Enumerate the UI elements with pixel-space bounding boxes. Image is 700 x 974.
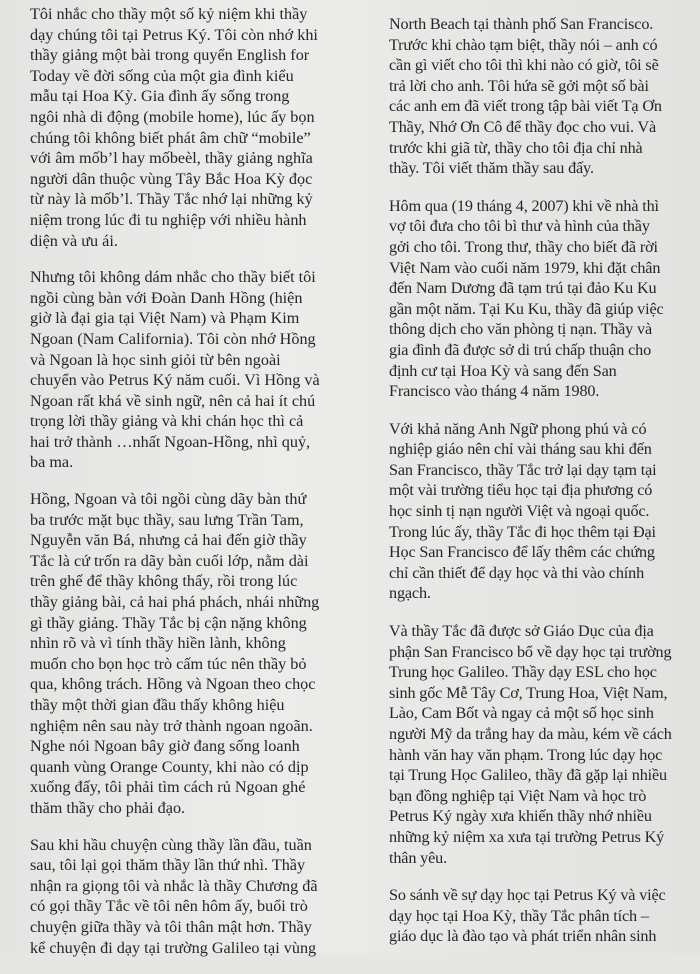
text-line: ngôi nhà di động (mobile home), lúc ấy bọn (30, 107, 315, 126)
text-line: nghiệm nên sau này trở thành ngoan ngoãn. (30, 716, 313, 735)
text-line: các anh em đã viết trong tập bài viết Tạ Ơn (389, 97, 662, 116)
text-line: quanh vùng Orange County, khi nào có dịp (30, 757, 309, 776)
text-line: trọng lời thầy giảng và khi chán học thì cả (30, 412, 304, 431)
text-line: Nguyễn văn Bá, nhưng cả hai đến giờ thầy (30, 531, 307, 550)
text-line: Thầy, Nhớ Ơn Cô để thầy đọc cho vui. Và (389, 117, 657, 136)
text-line: Với khả năng Anh Ngữ phong phú và có (389, 419, 647, 438)
text-line: chuyện giữa thầy và tôi thân mật hơn. Thầy (30, 917, 312, 936)
text-line: mẫu tại Hoa Kỳ. Gia đình ấy sống trong (30, 87, 290, 106)
text-line: Và thầy Tắc đã được sở Giáo Dục của địa (389, 622, 654, 641)
paragraph (389, 196, 694, 402)
text-line: dạy học tại Hoa Kỳ, thầy Tắc phân tích – (389, 906, 649, 925)
text-line: Tôi nhắc cho thầy một số kỷ niệm khi thầy (30, 5, 308, 23)
text-line: niệm trong lúc đi tu nghiệp với nhiều hành (30, 210, 307, 229)
text-line: Today về đời sống của một gia đình kiểu (30, 66, 294, 85)
text-line: thông dịch cho văn phòng tị nạn. Thầy và (389, 320, 652, 339)
text-line: trên ghế để thầy không thấy, rồi trong lúc (30, 572, 298, 591)
text-line: người dân thuộc vùng Tây Bắc Hoa Kỳ đọc (30, 169, 313, 188)
text-line: giáo dục là đào tạo và phát triển nhân sinh (389, 927, 657, 946)
text-line: Học San Francisco để lấy thêm các chứng (389, 543, 655, 562)
paragraph (389, 419, 694, 604)
text-line: Hôm qua (19 tháng 4, 2007) khi về nhà thì (389, 196, 659, 215)
text-line: muốn cho bọn học trò cấm túc nên thầy bỏ (30, 654, 307, 673)
paragraph (30, 4, 365, 251)
paragraph (389, 885, 694, 947)
text-line: từ này là mốb’l. Thầy Tắc nhớ lại những kỷ (30, 190, 313, 209)
text-line: ba trước mặt bục thầy, sau lưng Trần Tam, (30, 510, 304, 529)
paragraph (30, 835, 365, 959)
text-line: thầy một thời gian đầu thấy không hiệu (30, 696, 285, 714)
text-line: trước khi giã từ, thầy cho tôi địa chỉ nhà (389, 138, 643, 157)
text-line: North Beach tại thành phố San Francisco. (389, 15, 654, 33)
text-line: cần gì viết cho tôi thì khi nào có giờ, tôi sẽ (389, 56, 659, 75)
text-line: Nhưng tôi không dám nhắc cho thầy biết tôi (30, 268, 316, 287)
text-line: người Mỹ da trắng hay da màu, kém về cách (389, 725, 672, 743)
text-line: kể chuyện đi dạy tại trường Galileo tại vùng (30, 938, 317, 957)
text-line: những kỷ niệm xa xưa tại trường Petrus Ký (389, 827, 665, 846)
text-line: sinh gốc Mễ Tây Cơ, Trung Hoa, Việt Nam, (389, 683, 668, 702)
text-line: thầy giảng một bài trong quyển English for (30, 46, 310, 65)
text-line: chuyển vào Petrus Ký năm cuối. Vì Hồng và (30, 371, 320, 390)
text-line: hai trở thành …nhất Ngoan-Hồng, nhì quỷ, (30, 432, 311, 451)
text-line: nhận ra giọng tôi và nhắc là thầy Chương đã (30, 876, 318, 895)
text-line: gì thầy giảng. Thầy Tắc bị cận nặng không (30, 613, 307, 632)
text-line: thân yêu. (389, 848, 447, 867)
text-line: tại Trung Học Galileo, thầy đã gặp lại nhiều (389, 766, 667, 785)
text-line: ngạch. (389, 584, 431, 603)
text-line: xuống đấy, tôi phải tìm cách rủ Ngoan ghé (30, 778, 306, 797)
paragraph (30, 489, 365, 819)
paragraph (389, 621, 694, 868)
text-line: chỉ cần thiết để dạy học và thi vào chính (389, 563, 645, 582)
text-line: định cư tại Hoa Kỳ và sang đến San (389, 361, 617, 380)
text-line: một vài trường tiểu học tại địa phương có (389, 481, 653, 500)
text-line: trả lời cho anh. Tôi hứa sẽ gởi một số bài (389, 76, 649, 95)
text-line: chúng tôi không biết phát âm chữ “mobile” (30, 128, 311, 147)
text-line: San Francisco, thầy Tắc trở lại dạy tạm tại (389, 460, 657, 479)
text-line: vợ tôi đưa cho tôi bì thư và hình của thầy (389, 217, 650, 236)
paragraph (389, 14, 694, 179)
text-line: gần một năm. Tại Ku Ku, thầy đã giúp việc (389, 299, 664, 318)
text-line: sau, tôi lại gọi thăm thầy lần thứ nhì. Thầy (30, 856, 306, 875)
text-line: Sau khi hầu chuyện cùng thầy lần đầu, tuần (30, 835, 312, 854)
text-line: dạy chúng tôi tại Petrus Ký. Tôi còn nhớ khi (30, 25, 318, 44)
text-line: học sinh tị nạn người Việt và ngoại quốc. (389, 502, 650, 521)
text-line: Petrus Ký ngày xưa khiến thầy nhớ nhiều (389, 807, 652, 826)
text-line: thầy. Tôi viết thăm thầy sau đấy. (389, 159, 594, 178)
text-line: Trong lúc ấy, thầy Tắc đi học thêm tại Đại (389, 522, 656, 541)
text-line: và Ngoan là học sinh giỏi từ bên ngoài (30, 350, 281, 369)
text-line: hành văn hay văn phạm. Trong lúc dạy học (389, 745, 663, 764)
text-line: Trung học Galileo. Thầy dạy ESL cho học (389, 663, 657, 682)
text-line: Francisco vào tháng 4 năm 1980. (389, 382, 600, 401)
text-line: thầy giảng bài, cả hai phá phách, nhái những (30, 593, 320, 612)
text-line: ba ma. (30, 453, 74, 472)
text-line: đến Nam Dương đã tạm trú tại đảo Ku Ku (389, 279, 657, 298)
text-line: Ngoan (Nam California). Tôi còn nhớ Hồng (30, 329, 316, 348)
text-line: Trước khi chào tạm biệt, thầy nói – anh có (389, 35, 658, 54)
text-line: Hồng, Ngoan và tôi ngồi cùng dãy bàn thứ (30, 490, 307, 509)
left-column (30, 4, 365, 974)
text-line: giờ là đại gia tại Việt Nam) và Phạm Kim (30, 309, 300, 328)
text-line: gởi cho tôi. Trong thư, thầy cho biết đã rời (389, 237, 658, 256)
text-line: thăm thầy cho phải đạo. (30, 798, 186, 817)
text-line: So sánh về sự dạy học tại Petrus Ký và việc (389, 886, 666, 905)
text-line: có gọi thầy Tắc về tôi nên hôm ấy, buổi trò (30, 897, 308, 916)
text-line: gia đình đã được sở di trú chấp thuận cho (389, 340, 652, 359)
text-line: nhìn rõ và vì tính thầy hiền lành, không (30, 634, 286, 653)
text-line: Nghe nói Ngoan bây giờ đang sống loanh (30, 737, 300, 756)
text-line: qua, không trách. Hồng và Ngoan theo chọc (30, 675, 316, 694)
text-line: nghiệp giáo nên chỉ vài tháng sau khi đến (389, 440, 652, 459)
text-line: phận San Francisco bổ về dạy học tại trường (389, 642, 672, 661)
text-line: Việt Nam vào cuối năm 1979, khi đặt chân (389, 258, 661, 277)
text-line: với âm mốb’l hay mốbeèl, thầy giảng nghĩa (30, 149, 313, 168)
text-line: diện và ưu ái. (30, 231, 118, 250)
paragraph (30, 267, 365, 473)
text-line: Tắc là cứ trốn ra dãy bàn cuối lớp, nằm dài (30, 551, 309, 570)
right-column (389, 14, 694, 964)
text-line: ngồi cùng bàn với Đoàn Danh Hồng (hiện (30, 288, 303, 307)
text-line: Lào, Cam Bốt và ngay cả một số học sinh (389, 704, 654, 723)
text-line: Ngoan rất khá về sinh ngữ, nên cả hai ít chú (30, 391, 316, 410)
text-line: bạn đồng nghiệp tại Việt Nam và học trò (389, 786, 647, 805)
